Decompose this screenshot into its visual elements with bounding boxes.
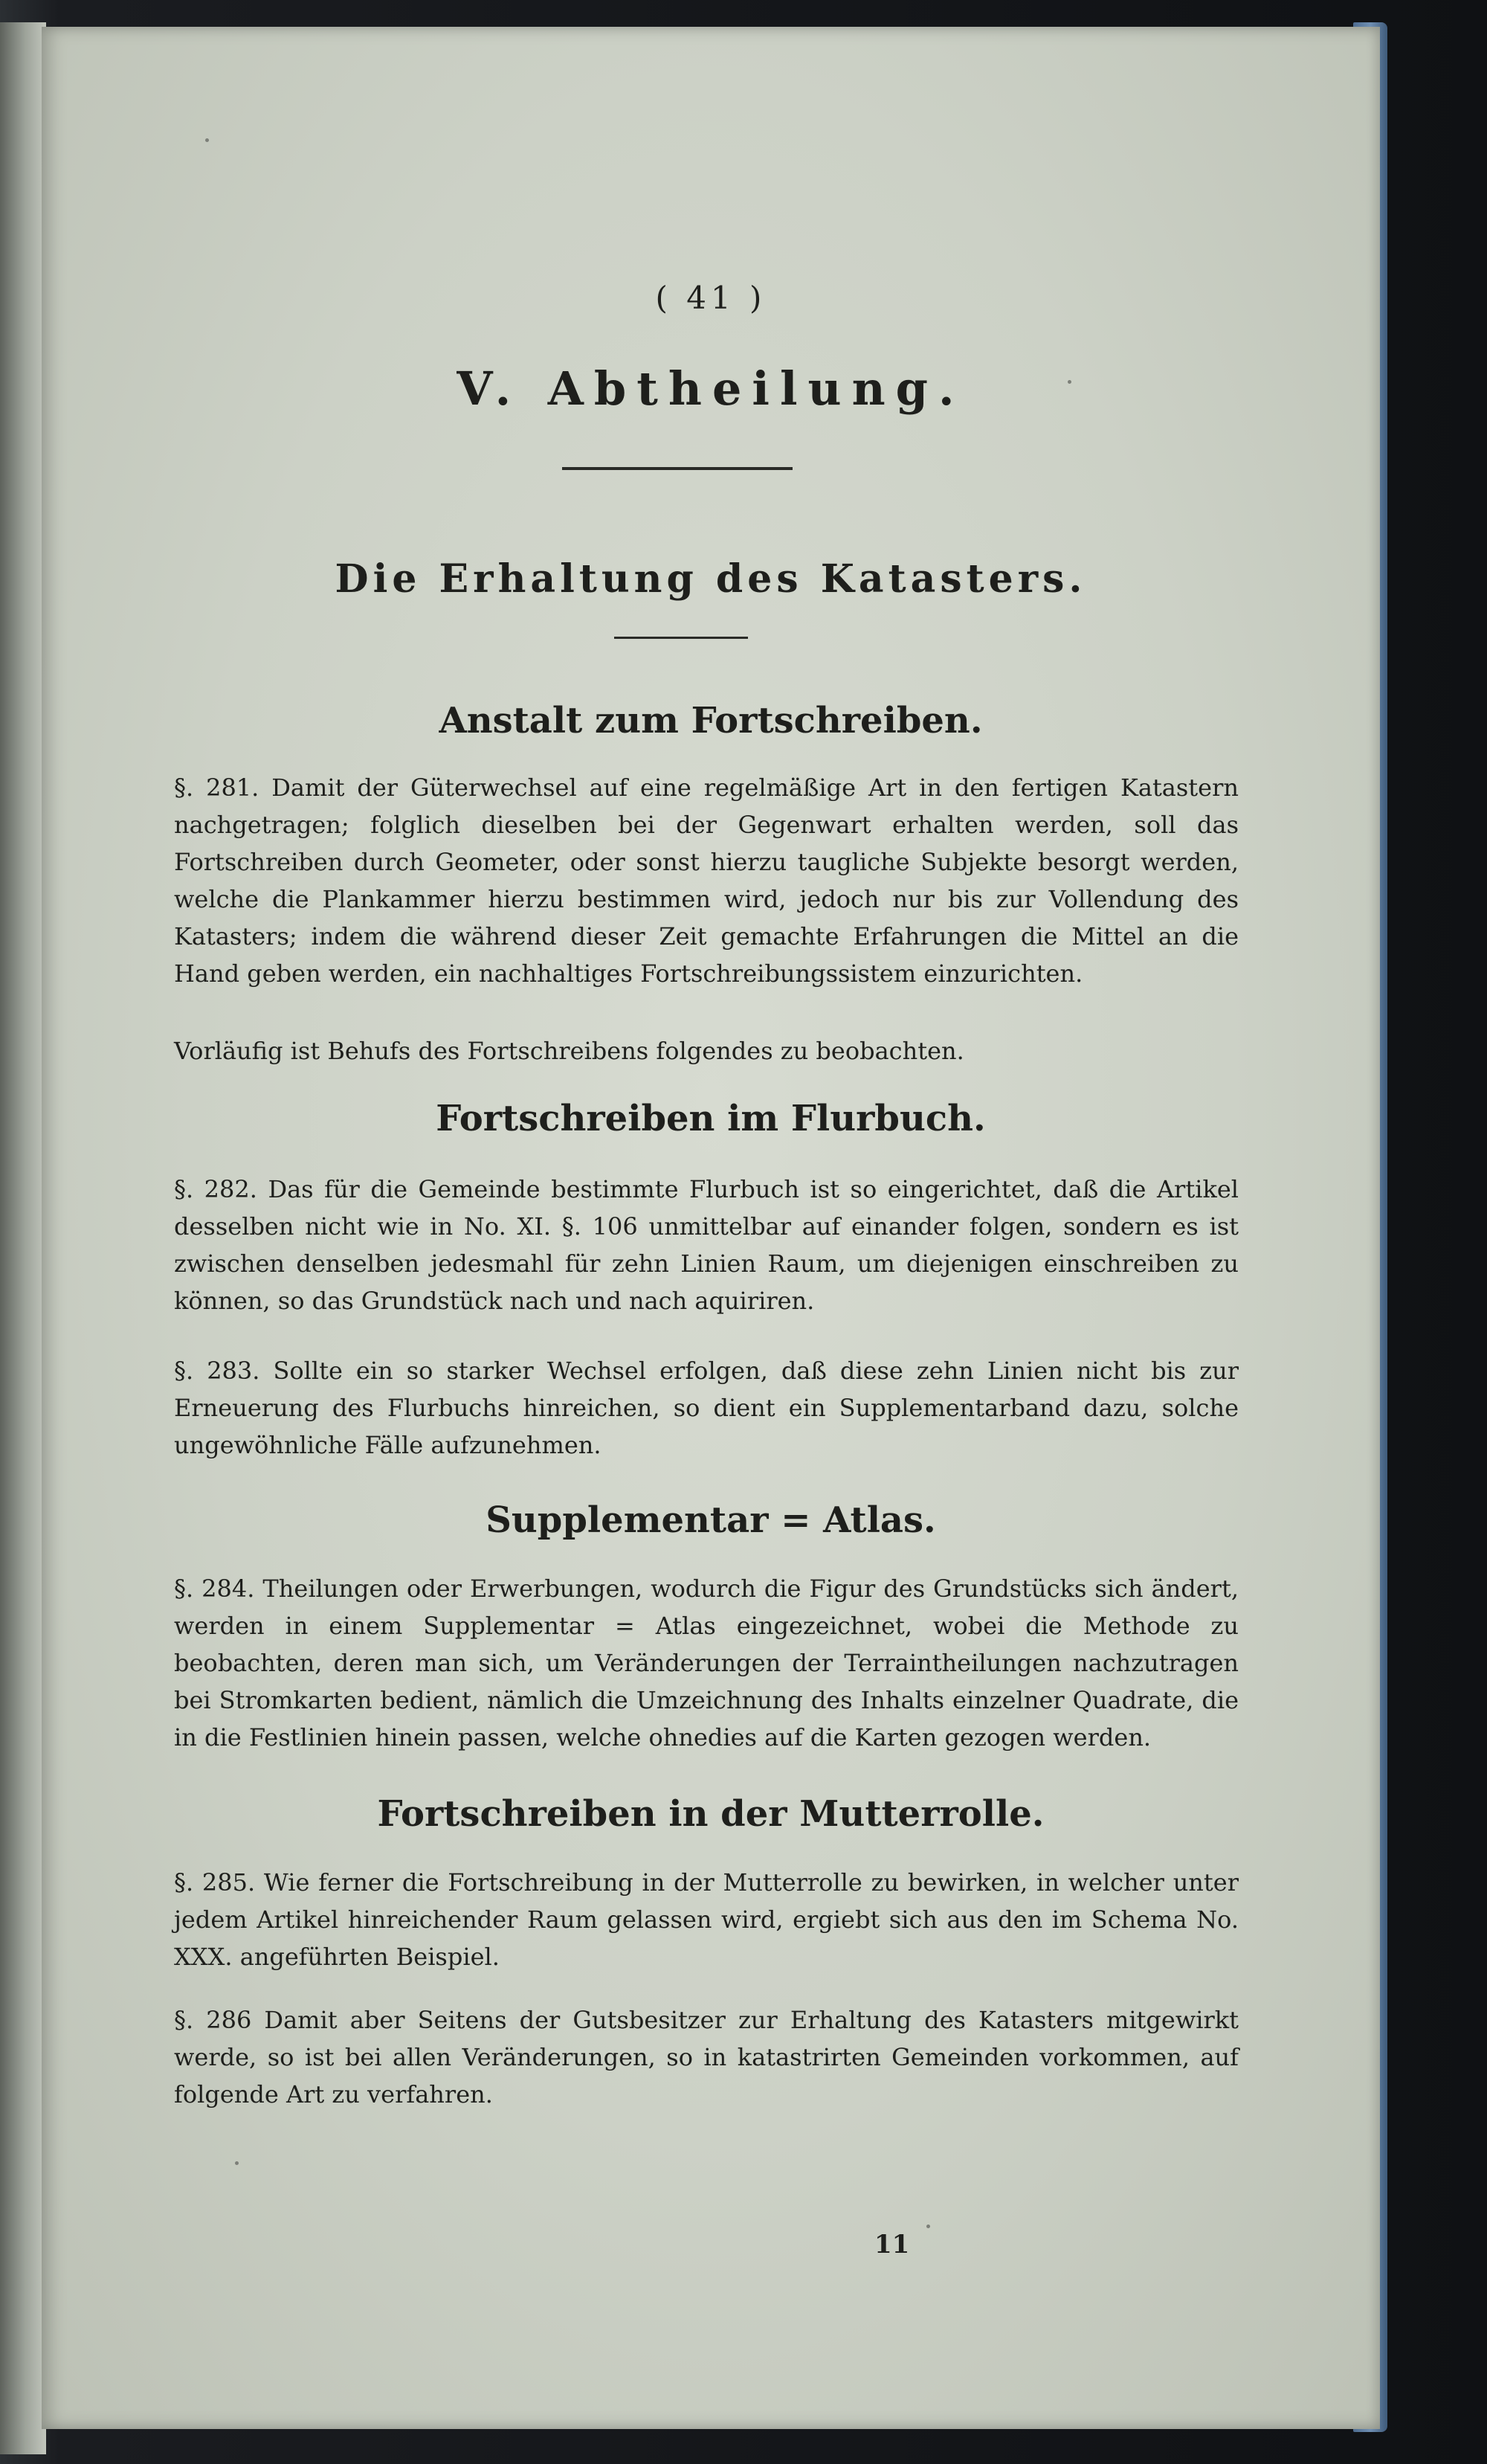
paragraph-282: §. 282. Das für die Gemeinde bestimmte Flurbuch ist so eingerichtet, daß die Artikel desselben nicht wie in No. XI. §. 106 unmittelbar auf einander folgen, sondern es ist zwischen denselben jedesmahl für zehn Linien Raum, um diejenigen einschreiben zu können, so das Grundstück nach und nach aquiriren.	[174, 1175, 1239, 1315]
signature-mark: 11	[874, 2230, 910, 2259]
paragraph-284: §. 284. Theilungen oder Erwerbungen, wodurch die Figur des Grundstücks sich ändert, werden in einem Supplementar = Atlas eingezeichnet, wobei die Methode zu beobachten, deren man sich, um Veränderungen der Terraintheilungen nachzutragen bei Stromkarten bedient, nämlich die Umzeichnung des Inhalts einzelner Quadrate, die in die Festlinien hinein passen, welche ohnedies auf die Karten gezogen werden.	[174, 1574, 1239, 1752]
title-rule	[562, 467, 793, 470]
paper-speck	[205, 138, 209, 142]
paragraph-285: §. 285. Wie ferner die Fortschreibung in der Mutterrolle zu bewirken, in welcher unter jedem Artikel hinreichender Raum gelassen wird, ergiebt sich aus den im Schema No. XXX. angeführten Beispiel.	[174, 1868, 1239, 1971]
paragraph-vorlaeufig: Vorläufig ist Behufs des Fortschreibens folgendes zu beobachten.	[174, 1037, 964, 1065]
paragraph-281: §. 281. Damit der Güterwechsel auf eine regelmäßige Art in den fertigen Katastern nachgetragen; folglich dieselben bei der Gegenwart erhalten werden, soll das Fortschreiben durch Geometer, oder sonst hierzu taugliche Subjekte besorgt werden, welche die Plankammer hierzu bestimmen wird, jedoch nur bis zur Vollendung des Katasters; indem die während dieser Zeit gemachte Erfahrungen die Mittel an die Hand geben werden, ein nachhaltiges Fortschreibungssistem einzurichten.	[174, 773, 1239, 988]
section-heading-anstalt: Anstalt zum Fortschreiben.	[439, 700, 983, 742]
paper-speck	[1068, 380, 1071, 384]
chapter-rule	[614, 637, 748, 639]
paper-speck	[235, 2161, 239, 2165]
paragraph-286: §. 286 Damit aber Seitens der Gutsbesitzer zur Erhaltung des Katasters mitgewirkt werde, so ist bei allen Veränderungen, so in katastrirten Gemeinden vorkommen, auf folgende Art zu verfahren.	[174, 2006, 1239, 2108]
page-number: ( 41 )	[655, 280, 767, 316]
section-heading-mutterrolle: Fortschreiben in der Mutterrolle.	[377, 1793, 1045, 1835]
previous-page-edge	[0, 22, 46, 2454]
book-page	[42, 27, 1380, 2429]
part-title: V. Abtheilung.	[457, 361, 965, 416]
section-heading-flurbuch: Fortschreiben im Flurbuch.	[436, 1098, 986, 1139]
section-heading-supplementar: Supplementar = Atlas.	[486, 1499, 936, 1541]
paragraph-283: §. 283. Sollte ein so starker Wechsel erfolgen, daß diese zehn Linien nicht bis zur Erneuerung des Flurbuchs hinreichen, so dient ein Supplementarband dazu, solche ungewöhnliche Fälle aufzunehmen.	[174, 1357, 1239, 1459]
paper-speck	[926, 2225, 930, 2228]
chapter-title: Die Erhaltung des Katasters.	[335, 556, 1087, 602]
